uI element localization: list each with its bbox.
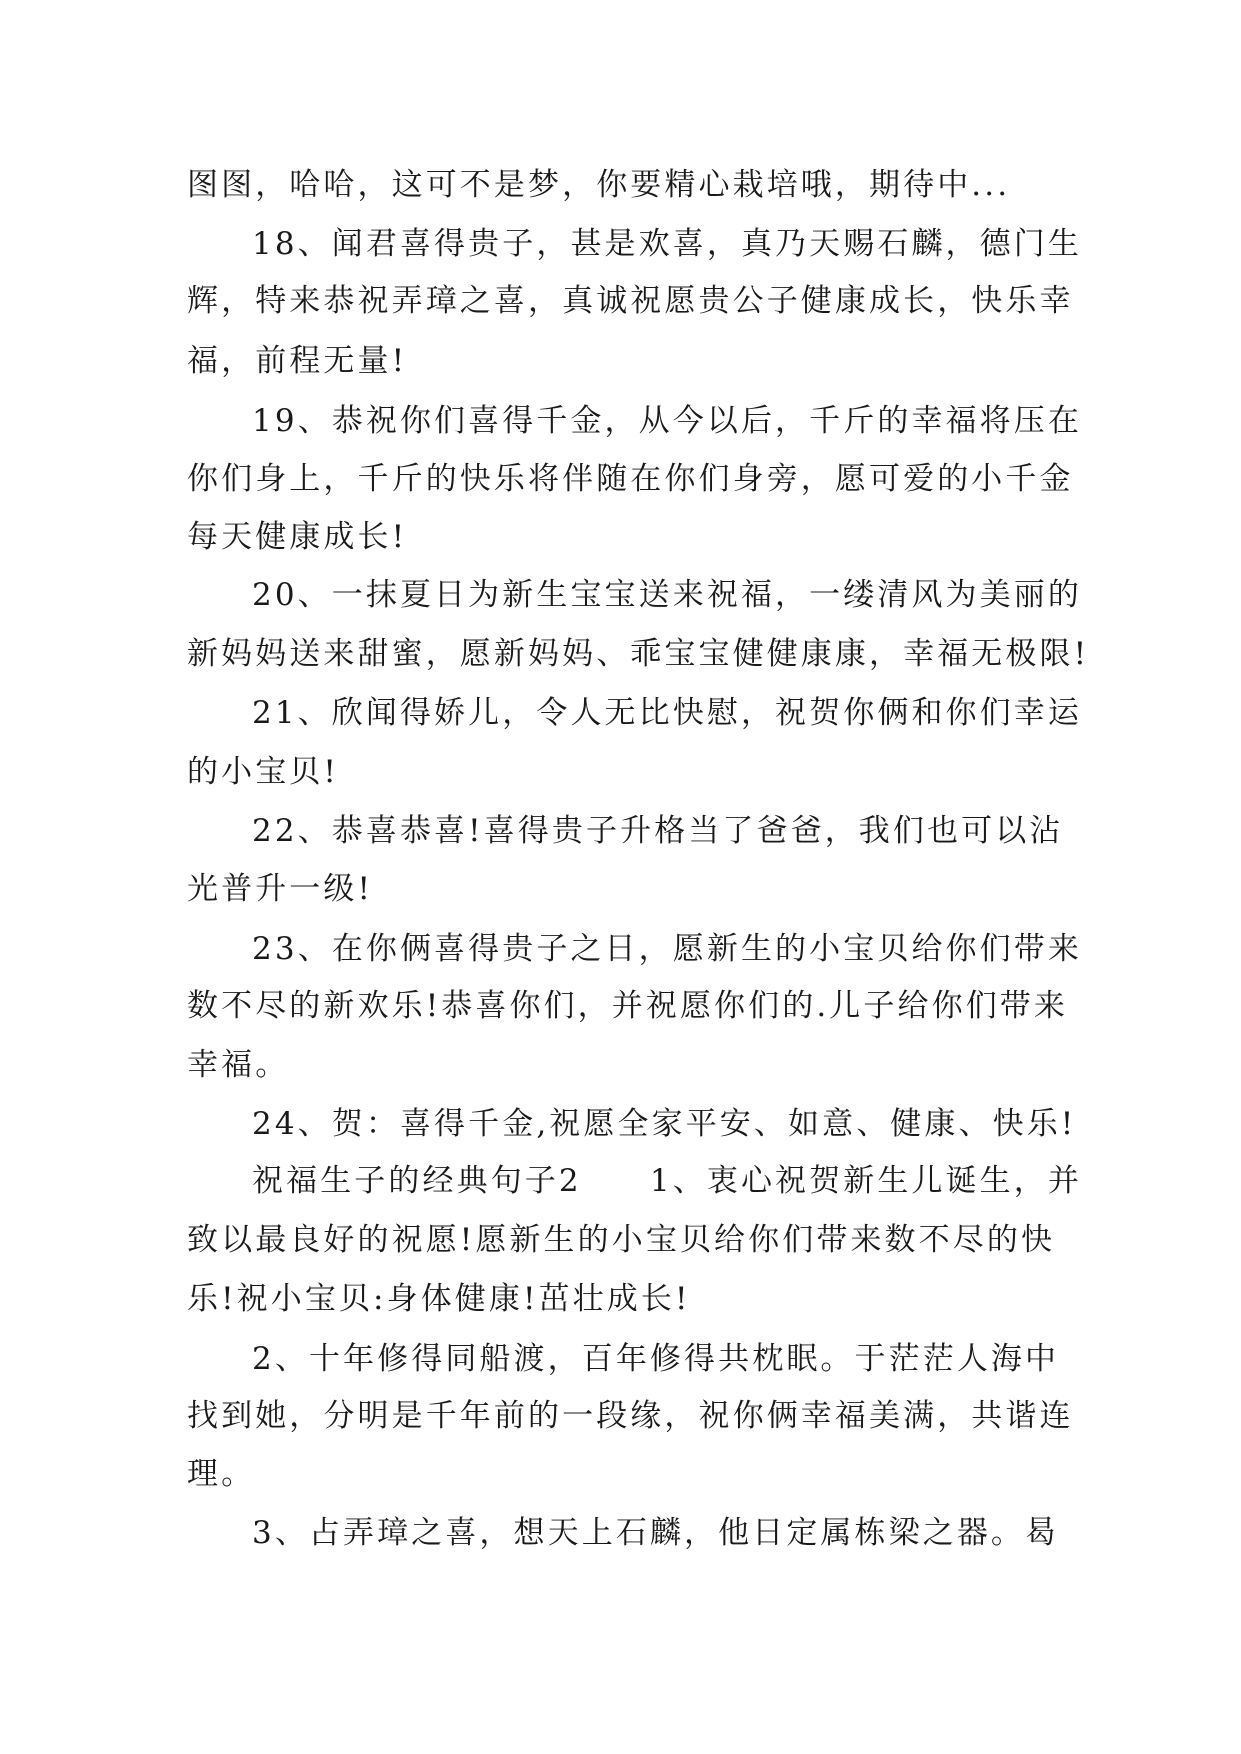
text-line: 理。	[187, 1456, 256, 1492]
text-line: 21、欣闻得娇儿，令人无比快慰，祝贺你俩和你们幸运	[252, 695, 1082, 731]
text-line: 辉，特来恭祝弄璋之喜，真诚祝愿贵公子健康成长，快乐幸	[187, 283, 1074, 319]
text-line: 22、恭喜恭喜!喜得贵子升格当了爸爸，我们也可以沾	[252, 813, 1064, 849]
text-line: 图图，哈哈，这可不是梦，你要精心栽培哦，期待中...	[187, 167, 1011, 203]
text-line: 20、一抹夏日为新生宝宝送来祝福，一缕清风为美丽的	[252, 577, 1082, 613]
text-line: 的小宝贝!	[187, 754, 339, 790]
text-line: 23、在你俩喜得贵子之日，愿新生的小宝贝给你们带来	[252, 931, 1082, 967]
text-line: 2、十年修得同船渡，百年修得共枕眠。于茫茫人海中	[252, 1341, 1060, 1377]
text-line: 每天健康成长!	[187, 519, 408, 555]
text-line: 数不尽的新欢乐!恭喜你们，并祝愿你们的.儿子给你们带来	[187, 988, 1069, 1024]
text-line: 你们身上，千斤的快乐将伴随在你们身旁，愿可爱的小千金	[187, 461, 1074, 497]
text-line: 找到她，分明是千年前的一段缘，祝你俩幸福美满，共谐连	[187, 1398, 1074, 1434]
text-line: 幸福。	[187, 1047, 290, 1083]
text-line: 福，前程无量!	[187, 343, 408, 379]
text-line: 光普升一级!	[187, 871, 374, 907]
text-line: 乐!祝小宝贝:身体健康!茁壮成长!	[187, 1281, 691, 1317]
text-line: 致以最良好的祝愿!愿新生的小宝贝给你们带来数不尽的快	[187, 1222, 1056, 1258]
text-line: 18、闻君喜得贵子，甚是欢喜，真乃天赐石麟，德门生	[252, 226, 1082, 262]
text-line: 新妈妈送来甜蜜，愿新妈妈、乖宝宝健健康康，幸福无极限!	[187, 636, 1090, 672]
text-line: 24、贺：喜得千金,祝愿全家平安、如意、健康、快乐!	[252, 1106, 1077, 1142]
text-line: 19、恭祝你们喜得千金，从今以后，千斤的幸福将压在	[252, 403, 1082, 439]
text-line: 3、占弄璋之喜，想天上石麟，他日定属栋梁之器。曷	[252, 1515, 1060, 1551]
text-line: 祝福生子的经典句子2 1、衷心祝贺新生儿诞生，并	[252, 1163, 1082, 1199]
